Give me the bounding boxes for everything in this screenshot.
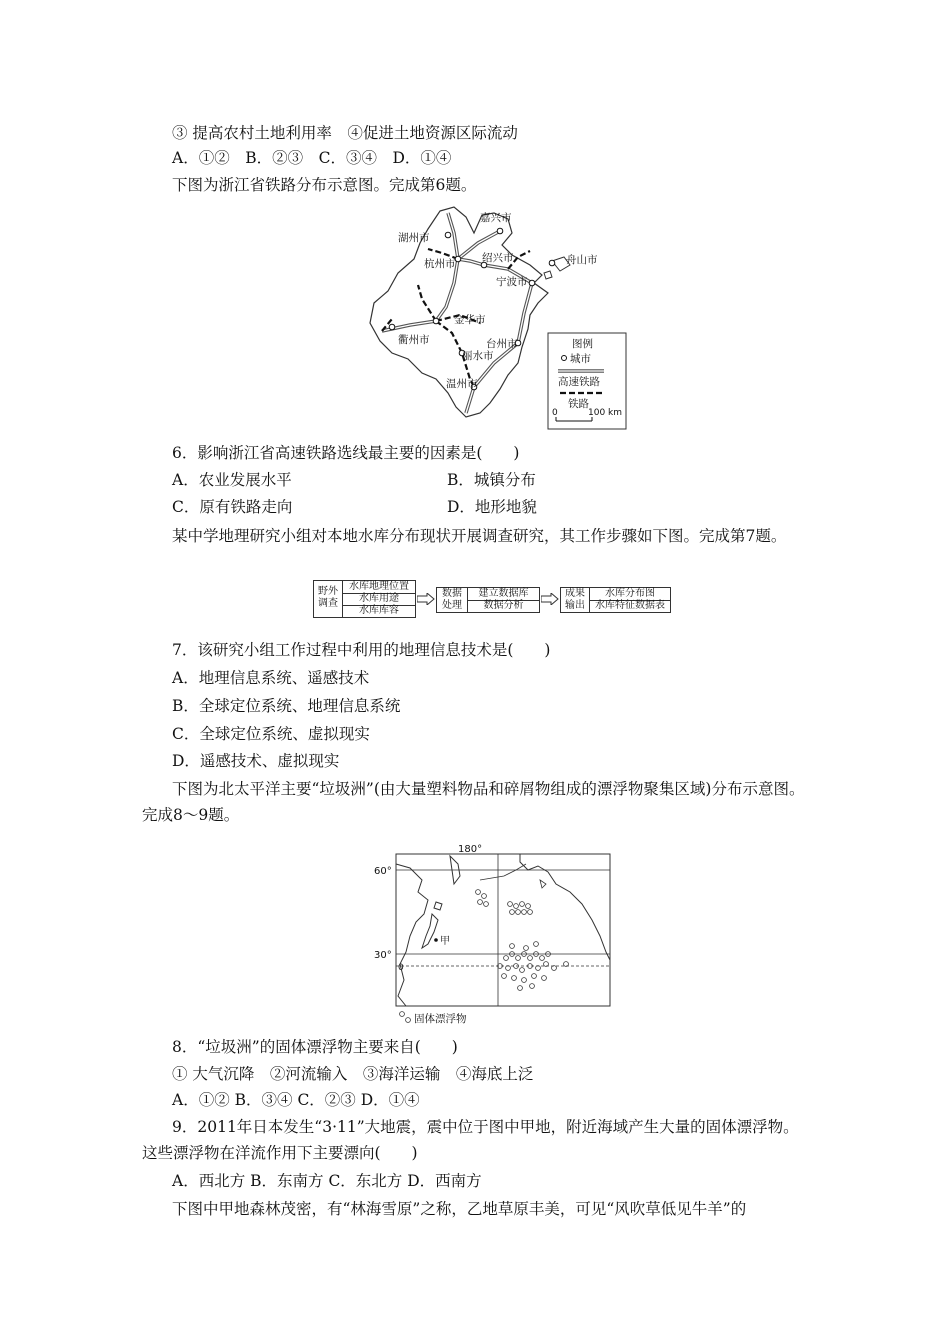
legend-scale-end: 100 km bbox=[588, 408, 623, 418]
step2-item-2: 数据分析 bbox=[483, 600, 524, 611]
city-huzhou: 湖州市 bbox=[398, 232, 430, 244]
map-legend bbox=[548, 333, 626, 429]
legend-hsr: 高速铁路 bbox=[558, 376, 600, 388]
step1-box bbox=[313, 580, 416, 618]
lat-30-label: 30° bbox=[374, 950, 392, 961]
arrow-1 bbox=[417, 593, 435, 605]
step1-label: 野外调查 bbox=[318, 586, 338, 609]
q5-statements: ③ 提高农村土地利用率 ④促进土地资源区际流动 bbox=[172, 124, 518, 142]
q7-option-d: D．遥感技术、虚拟现实 bbox=[172, 752, 340, 770]
arrow-2 bbox=[541, 593, 559, 605]
q5-options: A．①② B．②③ C．③④ D．①④ bbox=[172, 149, 452, 167]
step3-box bbox=[560, 587, 671, 613]
city-taizhou: 台州市 bbox=[486, 338, 518, 350]
q9-stem: 9．2011年日本发生“3·11”大地震，震中位于图中甲地，附近海域产生大量的固体漂浮物。这些漂浮物在洋流作用下主要漂向( ) bbox=[142, 1118, 799, 1162]
city-shaoxing: 绍兴市 bbox=[482, 252, 514, 264]
debris-markers bbox=[476, 890, 569, 991]
step1-item-3: 水库库容 bbox=[359, 605, 399, 616]
lat-60-label: 60° bbox=[374, 866, 392, 877]
legend-scale-zero: 0 bbox=[552, 408, 558, 418]
step1-item-2: 水库用途 bbox=[343, 593, 415, 606]
legend-city: 城市 bbox=[570, 353, 591, 365]
legend-debris: 固体漂浮物 bbox=[414, 1013, 467, 1025]
city-quzhou: 衢州市 bbox=[398, 334, 430, 346]
intro-q8-9: 下图为北太平洋主要“垃圾洲”(由大量塑料物品和碎屑物组成的漂浮物聚集区域)分布示意图。完成8～9题。 bbox=[142, 780, 805, 824]
q7-stem: 7．该研究小组工作过程中利用的地理信息技术是( ) bbox=[172, 641, 551, 659]
legend-title: 图例 bbox=[572, 338, 593, 350]
lat-0-label: 0 bbox=[398, 963, 404, 973]
q8-statements: ① 大气沉降 ②河流输入 ③海洋运输 ④海底上泛 bbox=[172, 1065, 534, 1083]
q8-stem: 8．“垃圾洲”的固体漂浮物主要来自( ) bbox=[172, 1038, 458, 1056]
q7-option-b: B．全球定位系统、地理信息系统 bbox=[172, 697, 401, 715]
step3-item-2: 水库特征数据表 bbox=[595, 600, 665, 611]
q9-options: A．西北方 B．东南方 C．东北方 D．西南方 bbox=[172, 1172, 482, 1190]
place-jia: 甲 bbox=[440, 936, 450, 947]
lon-180-label: 180° bbox=[458, 844, 483, 855]
step3-item-1: 水库分布图 bbox=[590, 588, 670, 601]
q7-option-c: C．全球定位系统、虚拟现实 bbox=[172, 725, 370, 743]
q7-option-a: A．地理信息系统、遥感技术 bbox=[172, 669, 370, 687]
city-zhoushan: 舟山市 bbox=[566, 254, 598, 266]
pacific-garbage-map bbox=[370, 840, 620, 1028]
step3-label: 成果输出 bbox=[565, 588, 585, 611]
step1-item-1: 水库地理位置 bbox=[343, 581, 415, 594]
city-wenzhou: 温州市 bbox=[446, 378, 478, 390]
intro-q6: 下图为浙江省铁路分布示意图。完成第6题。 bbox=[172, 176, 477, 194]
q6-stem: 6．影响浙江省高速铁路选线最主要的因素是( ) bbox=[172, 444, 520, 462]
zhejiang-railway-map bbox=[362, 203, 628, 431]
city-jiaxing: 嘉兴市 bbox=[480, 212, 512, 224]
step2-box bbox=[436, 587, 540, 613]
city-hangzhou: 杭州市 bbox=[424, 258, 456, 270]
step2-item-1: 建立数据库 bbox=[468, 588, 539, 601]
legend-rail: 铁路 bbox=[568, 398, 589, 410]
city-ningbo: 宁波市 bbox=[496, 276, 528, 288]
q8-options: A．①② B．③④ C．②③ D．①④ bbox=[172, 1091, 420, 1109]
step2-label: 数据处理 bbox=[442, 588, 462, 611]
city-lishui: 丽水市 bbox=[462, 350, 494, 362]
intro-q7: 某中学地理研究小组对本地水库分布现状开展调查研究，其工作步骤如下图。完成第7题。 bbox=[172, 527, 787, 545]
workflow-diagram bbox=[313, 580, 671, 618]
q6-option-b: B．城镇分布 bbox=[447, 471, 536, 489]
q6-option-d: D．地形地貌 bbox=[447, 498, 537, 516]
q6-option-c: C．原有铁路走向 bbox=[172, 498, 293, 516]
city-jinhua: 金华市 bbox=[454, 314, 486, 326]
q6-option-a: A．农业发展水平 bbox=[172, 471, 292, 489]
intro-next: 下图中甲地森林茂密，有“林海雪原”之称，乙地草原丰美，可见“风吹草低见牛羊”的 bbox=[172, 1200, 747, 1218]
